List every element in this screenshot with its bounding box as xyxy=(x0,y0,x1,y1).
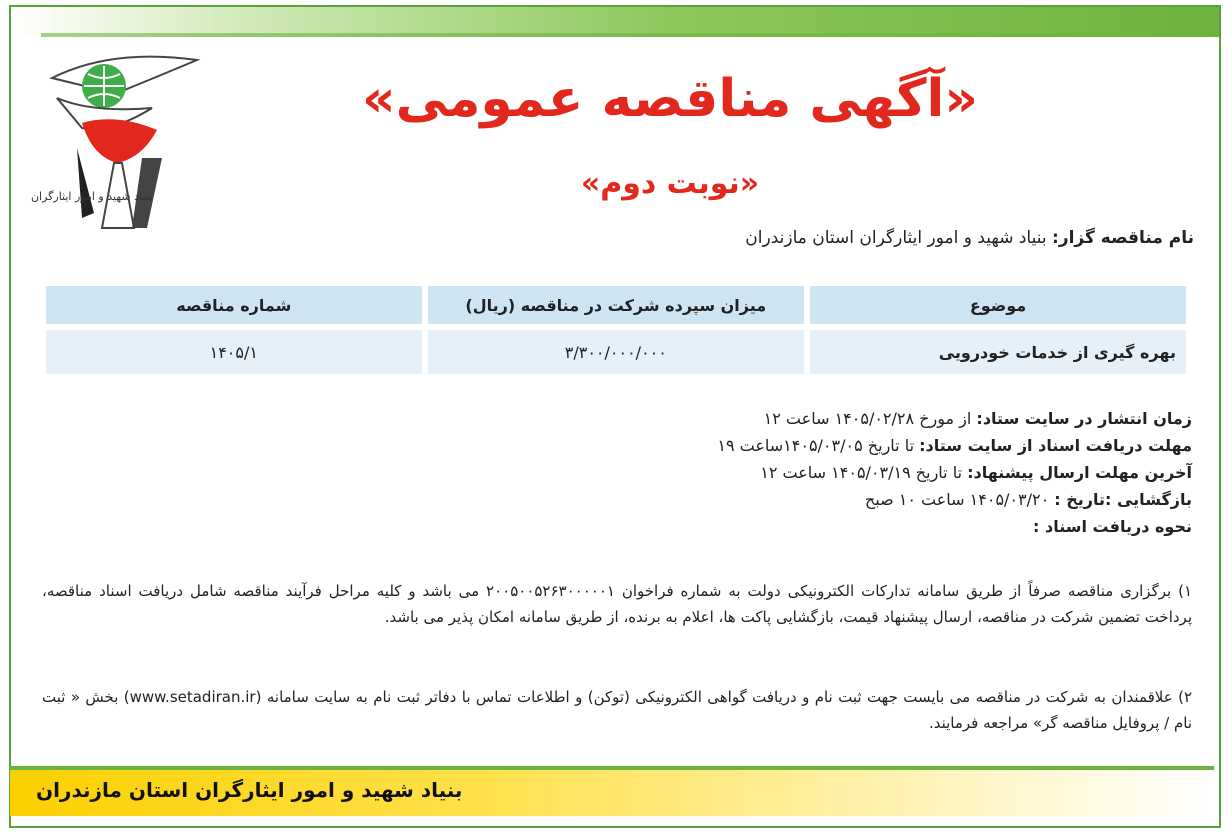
date-label: نحوه دریافت اسناد : xyxy=(1033,517,1192,536)
table-header-number: شماره مناقصه xyxy=(46,286,422,324)
table-header-row xyxy=(46,286,1186,324)
date-line-opening xyxy=(717,486,1192,513)
table-cell-deposit: ۳/۳۰۰/۰۰۰/۰۰۰ xyxy=(428,330,804,374)
table-row xyxy=(46,330,1186,374)
table-cell-number: ۱۴۰۵/۱ xyxy=(46,330,422,374)
date-label: بازگشایی :تاریخ : xyxy=(1054,490,1192,509)
paragraph-2: ۲) علاقمندان به شرکت در مناقصه می بایست جهت ثبت نام و دریافت گواهی الکترونیکی (توکن) و اطلاعات تماس با دفاتر ثبت نام به سایت سامانه (www.setadiran.ir) بخش « ثبت نام / پروفایل مناقصه گر» مراجعه فرمایند. xyxy=(42,688,1192,732)
schedule-block xyxy=(717,405,1192,540)
date-line-documents xyxy=(717,432,1192,459)
date-value: ۱۴۰۵/۰۳/۲۰ ساعت ۱۰ صبح xyxy=(864,490,1055,509)
date-line-method xyxy=(717,513,1192,540)
footer-text: بنیاد شهید و امور ایثارگران استان مازندران xyxy=(36,778,463,802)
table-header-deposit: میزان سپرده شرکت در مناقصه (ریال) xyxy=(428,286,804,324)
table-header-subject: موضوع xyxy=(810,286,1186,324)
organizer-label: نام مناقصه گزار: xyxy=(1052,228,1194,248)
logo-text: بنیاد شهید و امور ایثارگران xyxy=(30,190,153,203)
foundation-logo xyxy=(22,38,212,248)
tender-table xyxy=(40,280,1192,380)
organizer-value: بنیاد شهید و امور ایثارگران استان مازندران xyxy=(745,228,1053,248)
page-subtitle: «نوبت دوم» xyxy=(580,166,760,201)
date-label: مهلت دریافت اسناد از سایت ستاد: xyxy=(919,436,1192,455)
date-line-deadline xyxy=(717,459,1192,486)
organizer-line xyxy=(745,228,1194,248)
table-cell-subject: بهره گیری از خدمات خودرویی xyxy=(810,330,1186,374)
page-title: «آگهی مناقصه عمومی» xyxy=(362,69,978,129)
date-value: از مورخ ۱۴۰۵/۰۲/۲۸ ساعت ۱۲ xyxy=(763,409,977,428)
date-label: آخرین مهلت ارسال پیشنهاد: xyxy=(967,463,1192,482)
paragraph-1: ۱) برگزاری مناقصه صرفاً از طریق سامانه تدارکات الکترونیکی دولت به شماره فراخوان ۲۰۰۵۰۰۵۲۶۳۰۰۰۰۰۱ می باشد و کلیه مراحل فرآیند مناقصه شامل دریافت اسناد مناقصه، پرداخت تضمین شرکت در مناقصه، ارسال پیشنهاد قیمت، بازگشایی پاکت ها، اعلام به برنده، از طریق سامانه امکان پذیر می باشد. xyxy=(42,582,1192,626)
date-value: تا تاریخ ۱۴۰۵/۰۳/۱۹ ساعت ۱۲ xyxy=(760,463,968,482)
top-line xyxy=(41,33,1219,37)
date-label: زمان انتشار در سایت ستاد: xyxy=(976,409,1192,428)
date-line-publish xyxy=(717,405,1192,432)
date-value: تا تاریخ ۱۴۰۵/۰۳/۰۵ساعت ۱۹ xyxy=(717,436,920,455)
